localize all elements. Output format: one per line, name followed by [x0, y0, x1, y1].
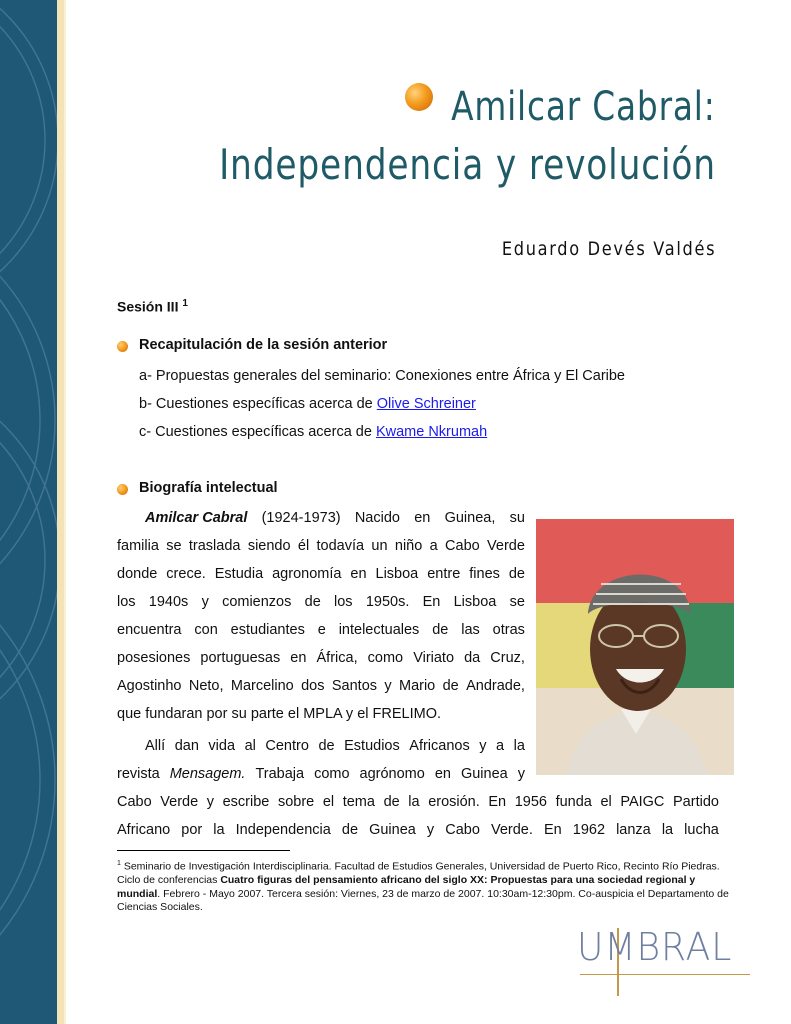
bio-word: Cabo: [445, 538, 480, 554]
bio-word: por: [181, 822, 203, 838]
bio-word: Agostinho: [117, 678, 182, 694]
bio-word: comienzos: [222, 594, 292, 610]
bio-word: de: [442, 678, 459, 694]
bio-word: (1924-1973): [261, 510, 341, 526]
bio-line: [117, 622, 525, 638]
bio-word: Viriato: [413, 650, 455, 666]
bio-word: a: [429, 538, 438, 554]
bio-word: Allí: [145, 738, 166, 754]
session-text: Sesión III: [117, 298, 179, 315]
bio-line: [117, 594, 525, 610]
bio-line: [145, 738, 525, 754]
portrait-illustration: [536, 519, 734, 775]
bio-word: da: [464, 650, 481, 666]
bio-word: Independencia: [235, 822, 331, 838]
bio-word: en: [350, 566, 367, 582]
bio-word: 1962: [572, 822, 606, 838]
bio-word: Amilcar Cabral: [145, 510, 248, 526]
bio-word: revista: [117, 766, 160, 782]
bio-word: otras: [492, 622, 525, 638]
bio-line: [117, 794, 719, 810]
bio-word: lucha: [684, 822, 719, 838]
bio-word: el: [600, 794, 612, 810]
bio-word: lanza: [616, 822, 651, 838]
bio-word: posesiones: [117, 650, 191, 666]
recap-item-b: [139, 396, 476, 412]
sidebar-gold-stripe: [57, 0, 64, 1024]
bio-word: Verde: [487, 538, 525, 554]
bio-word: Cabo: [117, 794, 152, 810]
bio-word: En: [488, 794, 507, 810]
bio-word: de: [304, 594, 321, 610]
bio-word: y: [384, 678, 392, 694]
bio-word: como: [367, 650, 404, 666]
bio-word: y: [479, 738, 487, 754]
bio-word: la: [513, 738, 525, 754]
footnote-divider: [117, 850, 290, 851]
bio-line: [145, 510, 525, 526]
bio-word: Marcelino: [230, 678, 294, 694]
bio-word: vida: [208, 738, 236, 754]
bio-word: de: [341, 822, 359, 838]
bio-word: en: [434, 766, 451, 782]
bio-word: intelectuales: [338, 622, 420, 638]
bio-word: agrónomo: [359, 766, 425, 782]
bio-word: Partido: [673, 794, 719, 810]
bio-word: donde: [117, 566, 158, 582]
bio-word: Estudios: [344, 738, 400, 754]
bio-word: 1940s: [148, 594, 189, 610]
footnote-number: 1: [117, 860, 121, 867]
bio-word: Santos: [331, 678, 378, 694]
bio-heading: Biografía intelectual: [139, 480, 278, 496]
bio-word: erosión.: [428, 794, 480, 810]
bio-word: como: [314, 766, 350, 782]
bio-word: en: [290, 650, 307, 666]
bio-word: dan: [174, 738, 199, 754]
bio-word: siendo: [247, 538, 291, 554]
footnote-text-a: Seminario de Investigación Interdisciplinaria. Facultad de Estudios Generales, Universidad de Puerto Rico, Recinto Río Piedras. Ciclo de conferencias: [117, 860, 720, 886]
bio-line: [117, 650, 525, 666]
bio-word: tema: [342, 794, 375, 810]
bio-word: dos: [301, 678, 325, 694]
bio-word: de: [318, 738, 335, 754]
olive-schreiner-link[interactable]: Olive Schreiner: [376, 396, 476, 412]
bio-word: Verde: [160, 794, 199, 810]
bio-word: Lisboa: [375, 566, 419, 582]
title-orb-icon: [405, 83, 433, 111]
bio-line: [117, 822, 719, 838]
bio-word: Africano: [117, 822, 171, 838]
bio-word: Guinea: [460, 766, 508, 782]
bio-word: Centro: [265, 738, 309, 754]
bio-word: con: [194, 622, 218, 638]
bio-word: los: [334, 594, 353, 610]
bio-word: Cruz,: [490, 650, 525, 666]
bio-word: se: [509, 594, 525, 610]
bio-word: Guinea: [369, 822, 416, 838]
bio-word: 1956: [514, 794, 547, 810]
bio-line: [117, 766, 525, 782]
recap-heading: Recapitulación de la sesión anterior: [139, 337, 388, 353]
bio-word: África,: [316, 650, 358, 666]
bio-word: al: [244, 738, 256, 754]
bio-word: y: [201, 594, 209, 610]
umbral-logo-underline: [580, 974, 750, 975]
bio-word: los: [117, 594, 136, 610]
bio-word: y: [206, 794, 215, 810]
bio-word: Mensagem.: [169, 766, 246, 782]
bio-line: [117, 566, 525, 582]
bullet-icon: [117, 341, 128, 352]
bio-word: traslada: [188, 538, 241, 554]
session-label: [117, 298, 188, 315]
bio-line: [117, 678, 525, 694]
bio-word: Verde.: [490, 822, 533, 838]
bio-word: el: [322, 794, 335, 810]
bio-word: la: [661, 822, 674, 838]
bio-word: agronomía: [272, 566, 342, 582]
decorative-sidebar: [0, 0, 57, 1024]
recap-item-c-text: c- Cuestiones específicas acerca de: [139, 424, 376, 440]
bio-word: las: [461, 622, 480, 638]
bio-word: Mario: [398, 678, 436, 694]
author-name: Eduardo Devés Valdés: [501, 238, 716, 260]
footnote-bold-title: Cuatro figuras del pensamiento africano del siglo XX: Propuestas para una sociedad regional y mundial: [117, 874, 696, 900]
bio-word: estudiantes: [230, 622, 305, 638]
bio-word: niño: [394, 538, 423, 554]
recap-item-a-text: a- Propuestas generales del seminario: Conexiones entre África y El Caribe: [139, 368, 625, 384]
bio-word: entre: [427, 566, 461, 582]
bullet-icon: [117, 484, 128, 495]
bio-word: Estudia: [214, 566, 264, 582]
recap-item-b-text: b- Cuestiones específicas acerca de: [139, 396, 377, 412]
footnote: [117, 857, 729, 915]
bio-word: encuentra: [117, 622, 182, 638]
bio-word: e: [317, 622, 326, 638]
bio-word: En: [543, 822, 562, 838]
recap-item-a: [139, 368, 625, 384]
bio-word: y: [426, 822, 435, 838]
sidebar-arcs-decoration: [0, 0, 57, 1024]
footnote-reference[interactable]: 1: [182, 298, 188, 309]
umbral-logo: UMBRAL: [577, 925, 733, 969]
bio-word: PAIGC: [620, 794, 665, 810]
amilcar-cabral-photo: [536, 519, 734, 775]
bio-word: Guinea,: [444, 510, 496, 526]
bio-word: que fundaran por su parte el MPLA y el FRELIMO.: [117, 706, 441, 722]
bio-word: Lisboa: [453, 594, 497, 610]
bio-word: funda: [555, 794, 592, 810]
bio-word: todavía: [316, 538, 365, 554]
bio-word: se: [166, 538, 182, 554]
bio-word: 1950s.: [365, 594, 410, 610]
bio-word: la: [408, 794, 420, 810]
footnote-text-b: . Febrero - Mayo 2007. Tercera sesión: Viernes, 23 de marzo de 2007. 10:30am-12:30pm. Co-auspicia el Departamento de Ciencias Sociales.: [117, 887, 729, 913]
bio-word: Andrade,: [466, 678, 525, 694]
bio-word: de: [383, 794, 400, 810]
bio-word: su: [509, 510, 525, 526]
bio-word: de: [508, 566, 525, 582]
title-line-2: Independencia y revolución: [219, 140, 716, 189]
bio-line: [117, 538, 525, 554]
bio-word: En: [422, 594, 441, 610]
bio-word: portuguesas: [200, 650, 281, 666]
bio-word: de: [432, 622, 449, 638]
sidebar-light-stripe: [64, 0, 66, 1024]
bio-word: Cabo: [445, 822, 480, 838]
recap-item-c: [139, 424, 487, 440]
bio-line: [117, 706, 441, 722]
title-line-1: Amilcar Cabral:: [451, 84, 716, 130]
bio-word: familia: [117, 538, 159, 554]
bio-word: Neto,: [188, 678, 224, 694]
bio-word: sobre: [277, 794, 315, 810]
bio-word: en: [414, 510, 431, 526]
bio-word: escribe: [222, 794, 270, 810]
bio-word: y: [517, 766, 525, 782]
bio-word: Trabaja: [255, 766, 305, 782]
bio-word: Africanos: [409, 738, 470, 754]
bio-word: fines: [469, 566, 500, 582]
bio-word: un: [371, 538, 388, 554]
kwame-nkrumah-link[interactable]: Kwame Nkrumah: [375, 424, 488, 440]
bio-word: él: [297, 538, 310, 554]
bio-word: a: [496, 738, 505, 754]
bio-word: Nacido: [354, 510, 400, 526]
bio-word: la: [213, 822, 225, 838]
bio-word: crece.: [166, 566, 206, 582]
